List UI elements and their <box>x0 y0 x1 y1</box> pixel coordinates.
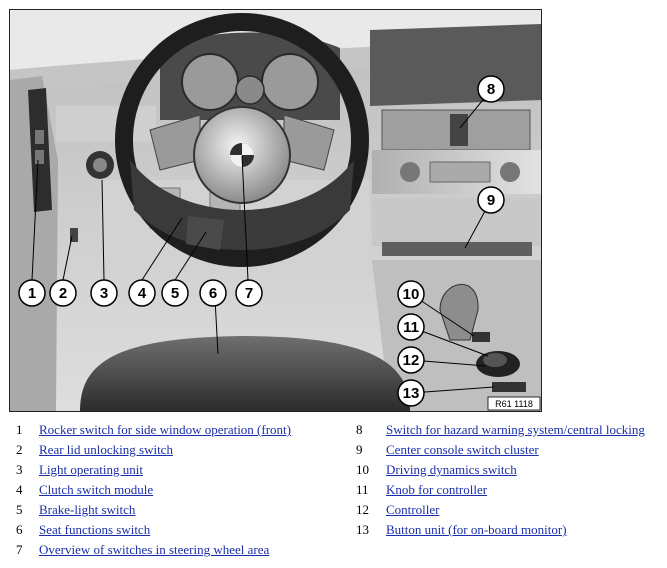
legend-link[interactable]: Rocker switch for side window operation (front) <box>39 422 291 437</box>
reference-code: R61 1118 <box>495 399 533 409</box>
legend-number: 9 <box>356 442 363 457</box>
callout <box>129 280 155 306</box>
tachometer <box>262 54 318 110</box>
callout-label: 10 <box>402 286 420 303</box>
callout <box>50 280 76 306</box>
legend-number: 4 <box>16 482 23 497</box>
legend <box>0 418 667 568</box>
callout <box>398 281 424 307</box>
callout-label: 12 <box>402 352 420 369</box>
legend-link[interactable]: Overview of switches in steering wheel area <box>39 542 270 557</box>
callout-label: 8 <box>486 81 496 98</box>
legend-link[interactable]: Controller <box>386 502 440 517</box>
callout-label: 3 <box>99 285 109 302</box>
legend-number: 3 <box>16 462 23 477</box>
legend-link[interactable]: Seat functions switch <box>39 522 151 537</box>
legend-number: 13 <box>356 522 369 537</box>
legend-link[interactable]: Switch for hazard warning system/central locking <box>386 422 645 437</box>
legend-link[interactable]: Center console switch cluster <box>386 442 539 457</box>
legend-link[interactable]: Brake-light switch <box>39 502 136 517</box>
callout <box>91 280 117 306</box>
cockpit-illustration <box>9 9 542 412</box>
legend-number: 12 <box>356 502 369 517</box>
callout-label: 9 <box>486 192 496 209</box>
legend-number: 8 <box>356 422 363 437</box>
climate-knob-left <box>400 162 420 182</box>
hazard-switch <box>450 114 468 146</box>
legend-number: 6 <box>16 522 23 537</box>
climate-knob-right <box>500 162 520 182</box>
callout <box>478 187 504 213</box>
light-switch-center <box>93 158 107 172</box>
legend-link[interactable]: Driving dynamics switch <box>386 462 517 477</box>
callout <box>478 76 504 102</box>
window-rocker-switch <box>35 150 44 164</box>
legend-link[interactable]: Light operating unit <box>39 462 143 477</box>
legend-number: 1 <box>16 422 23 437</box>
callout-label: 6 <box>208 285 218 302</box>
callout <box>19 280 45 306</box>
callout <box>162 280 188 306</box>
legend-link[interactable]: Knob for controller <box>386 482 488 497</box>
callout-label: 2 <box>58 285 68 302</box>
console-switch-cluster <box>382 242 532 256</box>
cockpit-drawing <box>10 10 541 411</box>
left-air-vent <box>56 106 156 142</box>
legend-number: 7 <box>16 542 23 557</box>
monitor-hood <box>370 24 541 106</box>
speedometer <box>182 54 238 110</box>
legend-link[interactable]: Rear lid unlocking switch <box>39 442 173 457</box>
legend-link[interactable]: Button unit (for on-board monitor) <box>386 522 567 537</box>
callout <box>200 280 226 306</box>
radio-panel <box>372 198 541 246</box>
legend-number: 10 <box>356 462 369 477</box>
callout-label: 13 <box>402 385 420 402</box>
callout-label: 5 <box>170 285 180 302</box>
window-rocker-switch <box>35 130 44 144</box>
callout-label: 1 <box>27 285 37 302</box>
callout <box>398 347 424 373</box>
button-unit <box>492 382 526 392</box>
legend-number: 5 <box>16 502 23 517</box>
callout <box>398 380 424 406</box>
callout-label: 11 <box>403 319 419 336</box>
dynamics-switch <box>472 332 490 342</box>
callout <box>398 314 424 340</box>
callout <box>236 280 262 306</box>
callout-label: 4 <box>137 285 147 302</box>
legend-number: 2 <box>16 442 23 457</box>
climate-buttons <box>430 162 490 182</box>
callout-label: 7 <box>244 285 254 302</box>
legend-link[interactable]: Clutch switch module <box>39 482 154 497</box>
center-gauge <box>236 76 264 104</box>
legend-number: 11 <box>356 482 369 497</box>
